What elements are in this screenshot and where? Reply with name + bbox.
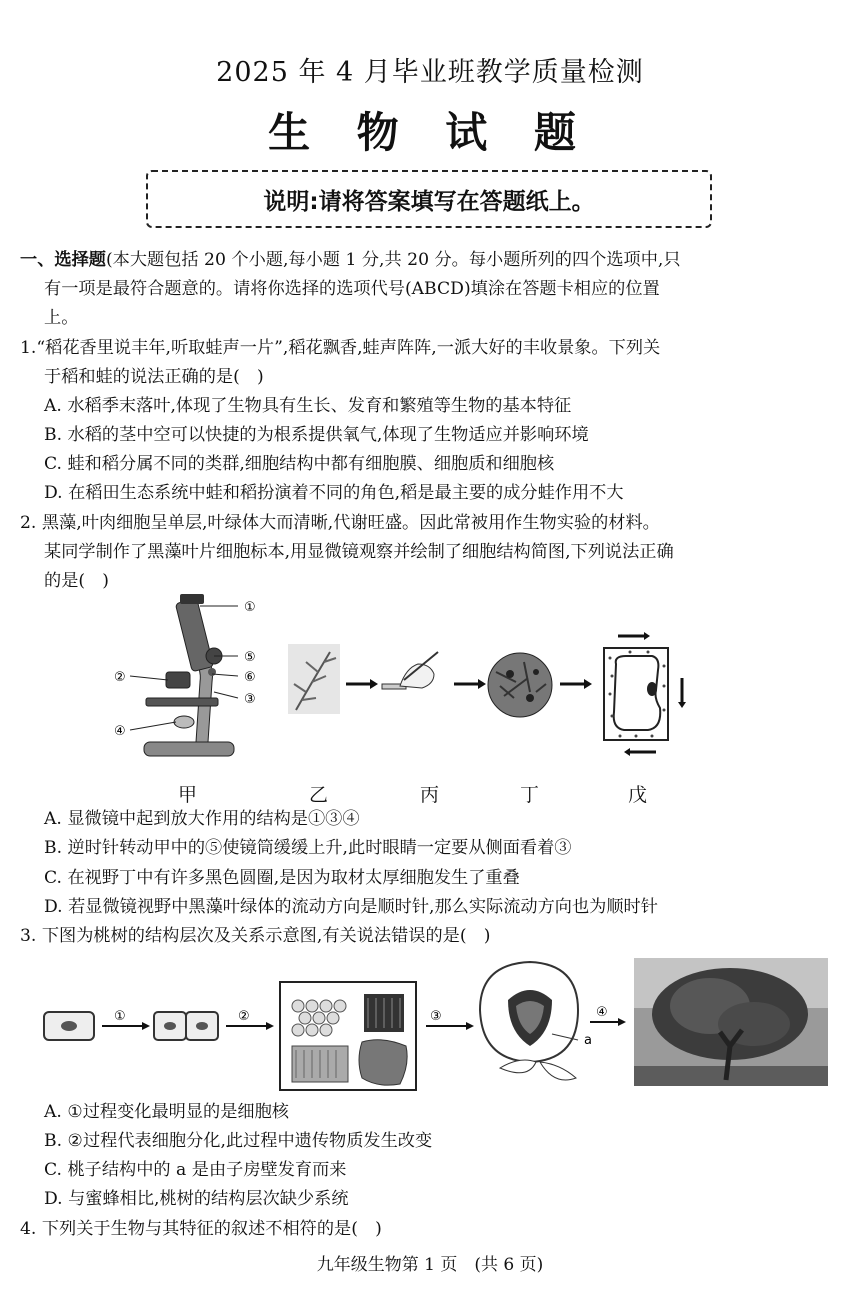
q2-option-c: C. 在视野丁中有许多黑色圆圈,是因为取材太厚细胞发生了重叠 (44, 868, 520, 888)
single-cell-image (44, 1012, 94, 1040)
q2-option-d: D. 若显微镜视野中黑藻叶绿体的流动方向是顺时针,那么实际流动方向也为顺时针 (44, 897, 658, 917)
label-1: ① (244, 600, 256, 615)
q3-option-d: D. 与蜜蜂相比,桃树的结构层次缺少系统 (44, 1189, 349, 1209)
q4-stem: 4. 下列关于生物与其特征的叙述不相符的是( ) (20, 1219, 382, 1239)
label-a: a (584, 1033, 592, 1048)
arrow-label-3: ③ (430, 1009, 442, 1024)
q2-stem-line2: 某同学制作了黑藻叶片细胞标本,用显微镜观察并绘制了细胞结构简图,下列说法正确 (44, 542, 674, 562)
q1-option-a: A. 水稻季末落叶,体现了生物具有生长、发育和繁殖等生物的基本特征 (44, 396, 572, 416)
arrow-label-4: ④ (596, 1005, 608, 1020)
slide-making-image (382, 652, 438, 689)
q3-stem: 3. 下图为桃树的结构层次及关系示意图,有关说法错误的是( ) (20, 926, 491, 946)
q2-stem-line1: 2. 黑藻,叶肉细胞呈单层,叶绿体大而清晰,代谢旺盛。因此常被用作生物实验的材料。 (20, 513, 660, 533)
label-4: ④ (114, 724, 126, 739)
arrow-label-2: ② (238, 1009, 250, 1024)
q2-option-a: A. 显微镜中起到放大作用的结构是①③④ (44, 809, 360, 829)
q2-figure (100, 592, 720, 772)
q3-option-c: C. 桃子结构中的 a 是由子房壁发育而来 (44, 1160, 347, 1180)
divided-cells-image (154, 1012, 218, 1040)
label-5: ⑤ (244, 650, 256, 665)
microscope-field-image (488, 653, 552, 717)
label-6: ⑥ (244, 670, 256, 685)
caption-bing: 丙 (420, 784, 440, 806)
section-intro-line3: 上。 (44, 308, 79, 328)
q1-stem-line2: 于稻和蛙的说法正确的是( ) (44, 367, 264, 387)
q1-option-b: B. 水稻的茎中空可以快捷的为根系提供氧气,体现了生物适应并影响环境 (44, 425, 589, 445)
q2-option-b: B. 逆时针转动甲中的⑤使镜筒缓缓上升,此时眼睛一定要从侧面看着③ (44, 838, 572, 858)
q2-stem-line3: 的是( ) (44, 571, 109, 591)
microscope-image (114, 594, 256, 756)
q1-stem-line1: 1.“稻花香里说丰年,听取蛙声一片”,稻花飘香,蛙声阵阵,一派大好的丰收景象。下列关 (20, 338, 661, 358)
caption-jia: 甲 (178, 784, 198, 806)
label-2: ② (114, 670, 126, 685)
notice-text: 说明:请将答案填写在答题纸上。 (263, 188, 595, 215)
section-intro-line1: 一、选择题(本大题包括 20 个小题,每小题 1 分,共 20 分。每小题所列的四个选项中,只 (20, 250, 681, 270)
section-intro-line2: 有一项是最符合题意的。请将你选择的选项代号(ABCD)填涂在答题卡相应的位置 (44, 279, 660, 299)
q3-figure (30, 950, 840, 1095)
caption-ding: 丁 (520, 784, 540, 806)
caption-yi: 乙 (309, 784, 329, 806)
q1-option-d: D. 在稻田生态系统中蛙和稻扮演着不同的角色,稻是最主要的成分蛙作用不大 (44, 483, 624, 503)
q3-option-a: A. ①过程变化最明显的是细胞核 (44, 1102, 289, 1122)
caption-wu: 戊 (628, 784, 648, 806)
subject-title: 生 物 试 题 (268, 108, 592, 157)
peach-fruit-image (480, 962, 578, 1080)
section-title: 一、选择题 (20, 250, 106, 270)
exam-title: 2025 年 4 月毕业班教学质量检测 (216, 57, 644, 88)
tissues-image (280, 982, 416, 1090)
label-3: ③ (244, 692, 256, 707)
q1-option-c: C. 蛙和稻分属不同的类群,细胞结构中都有细胞膜、细胞质和细胞核 (44, 454, 555, 474)
q3-option-b: B. ②过程代表细胞分化,此过程中遗传物质发生改变 (44, 1131, 433, 1151)
arrow-label-1: ① (114, 1009, 126, 1024)
cell-diagram (604, 632, 686, 756)
page-footer: 九年级生物第 1 页 (共 6 页) (316, 1255, 544, 1275)
notice-box (146, 170, 712, 228)
peach-tree-photo (634, 958, 828, 1086)
elodea-plant-image (288, 644, 340, 714)
